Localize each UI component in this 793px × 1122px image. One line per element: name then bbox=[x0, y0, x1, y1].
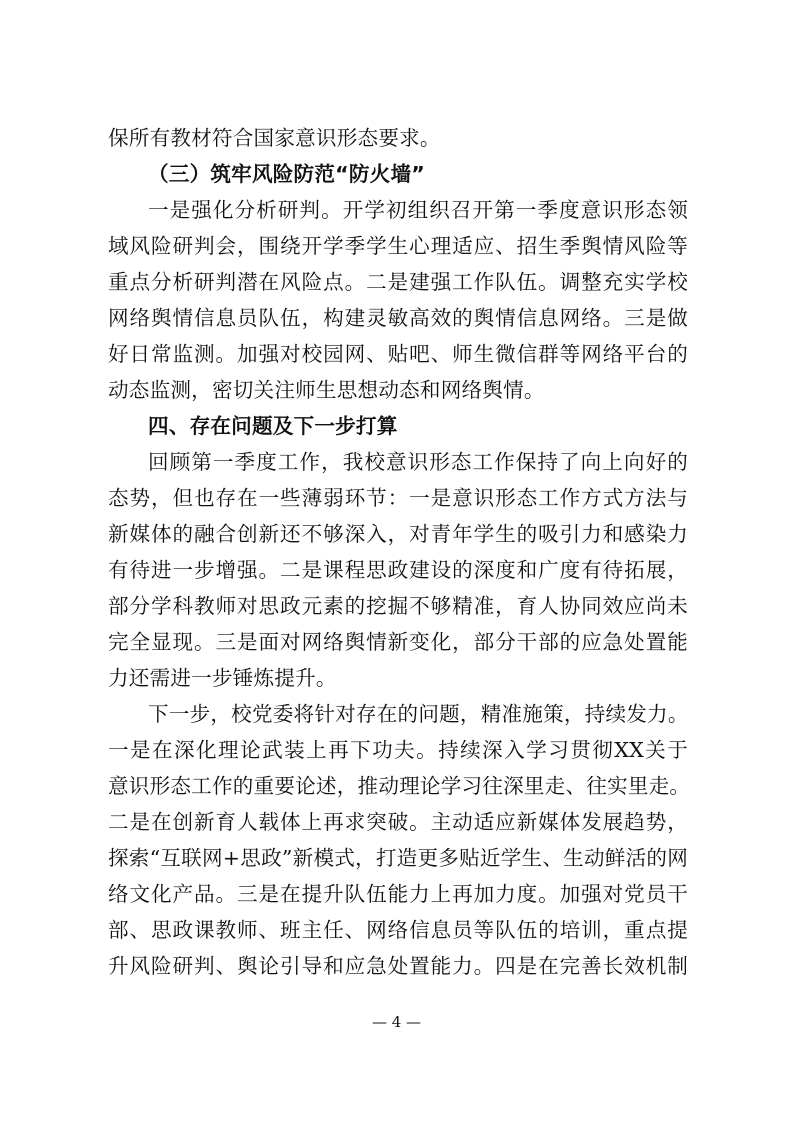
body-text-line: 部、思政课教师、班主任、网络信息员等队伍的培训，重点提 bbox=[108, 918, 688, 942]
body-text-line: 动态监测，密切关注师生思想动态和网络舆情。 bbox=[108, 378, 545, 402]
body-text-line: 网络舆情信息员队伍，构建灵敏高效的舆情信息网络。三是做 bbox=[108, 306, 688, 330]
body-text-line: 域风险研判会，围绕开学季学生心理适应、招生季舆情风险等 bbox=[108, 234, 688, 258]
body-text-line: 重点分析研判潜在风险点。二是建强工作队伍。调整充实学校 bbox=[108, 270, 688, 294]
body-text-line: 好日常监测。加强对校园网、贴吧、师生微信群等网络平台的 bbox=[108, 342, 688, 366]
body-text-line: 二是在创新育人载体上再求突破。主动适应新媒体发展趋势， bbox=[108, 810, 688, 834]
body-text-line: 有待进一步增强。二是课程思政建设的深度和广度有待拓展， bbox=[108, 558, 688, 582]
body-text-line: 部分学科教师对思政元素的挖掘不够精准，育人协同效应尚未 bbox=[108, 594, 688, 618]
body-text-line: 回顾第一季度工作，我校意识形态工作保持了向上向好的 bbox=[148, 450, 688, 474]
body-text-line: 意识形态工作的重要论述，推动理论学习往深里走、往实里走。 bbox=[108, 774, 691, 798]
body-text-line: 一是强化分析研判。开学初组织召开第一季度意识形态领 bbox=[148, 198, 688, 222]
body-text-line: 络文化产品。三是在提升队伍能力上再加力度。加强对党员干 bbox=[108, 882, 688, 906]
section-heading-problems-next-steps: 四、存在问题及下一步打算 bbox=[148, 414, 398, 438]
body-text-line: 探索“互联网+思政”新模式，打造更多贴近学生、生动鲜活的网 bbox=[108, 846, 688, 870]
body-text-line: 新媒体的融合创新还不够深入，对青年学生的吸引力和感染力 bbox=[108, 522, 688, 546]
body-text-line: 保所有教材符合国家意识形态要求。 bbox=[108, 126, 441, 150]
body-text-line: 一是在深化理论武装上再下功夫。持续深入学习贯彻XX关于 bbox=[108, 738, 688, 762]
page-number: — 4 — bbox=[371, 1013, 422, 1031]
body-text-line: 下一步，校党委将针对存在的问题，精准施策，持续发力。 bbox=[148, 702, 689, 726]
body-text-line: 完全显现。三是面对网络舆情新变化，部分干部的应急处置能 bbox=[108, 630, 688, 654]
body-text-line: 升风险研判、舆论引导和应急处置能力。四是在完善长效机制 bbox=[108, 954, 688, 978]
body-text-line: 态势，但也存在一些薄弱环节：一是意识形态工作方式方法与 bbox=[108, 486, 688, 510]
body-text-line: 力还需进一步锤炼提升。 bbox=[108, 666, 337, 690]
section-heading-risk-prevention: （三）筑牢风险防范“防火墙” bbox=[148, 162, 425, 186]
